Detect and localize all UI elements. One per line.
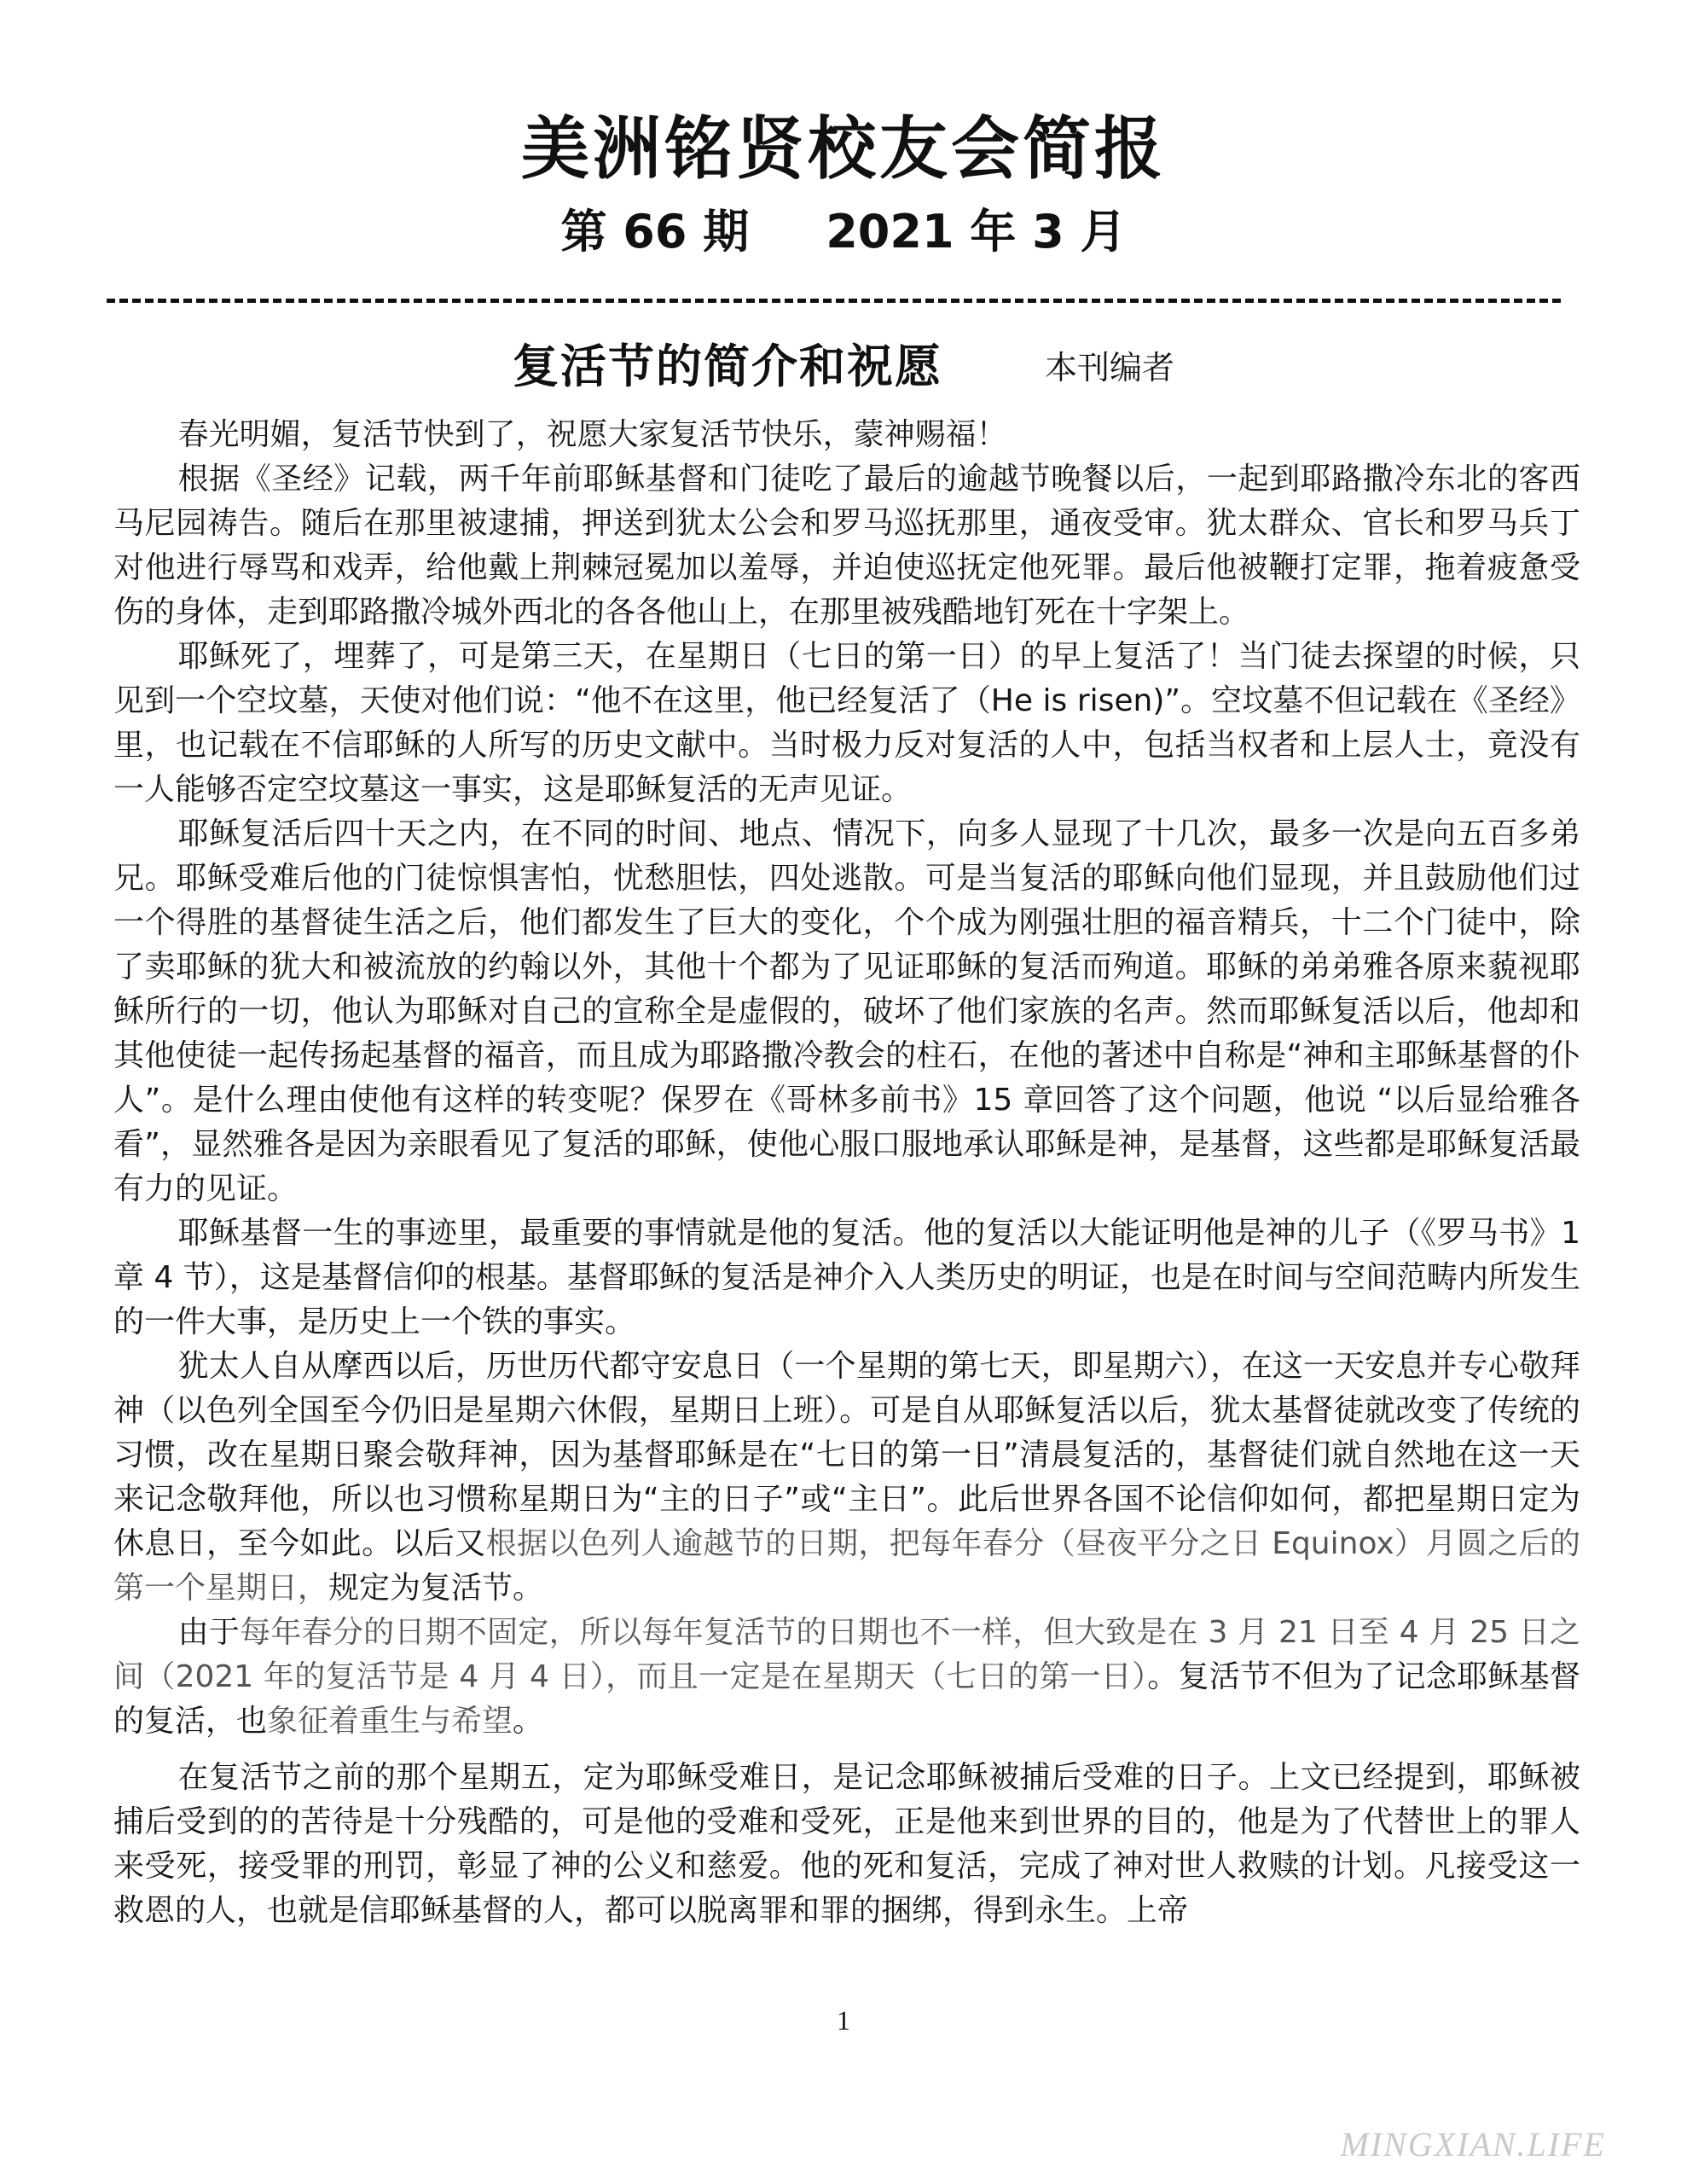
page-number: 1	[837, 2005, 850, 2036]
article-title: 复活节的简介和祝愿	[512, 340, 942, 393]
issue-date: 2021 年 3 月	[826, 205, 1127, 258]
paragraph: 耶稣基督一生的事迹里，最重要的事情就是他的复活。他的复活以大能证明他是神的儿子（《罗马书》1 章 4 节），这是基督信仰的根基。基督耶稣的复活是神介入人类历史的明证，也是在时间与空间范畴内所发生的一件大事，是历史上一个铁的事实。	[113, 1216, 1580, 1339]
issue-number: 第 66 期	[560, 205, 750, 258]
paragraph: 在复活节之前的那个星期五，定为耶稣受难日，是记念耶稣被捕后受难的日子。上文已经提到，耶稣被捕后受到的的苦待是十分残酷的，可是他的受难和受死，正是他来到世界的目的，他是为了代替世上的罪人来受死，接受罪的刑罚，彰显了神的公义和慈爱。他的死和复活，完成了神对世人救赎的计划。凡接受这一救恩的人，也就是信耶稣基督的人，都可以脱离罪和罪的捆绑，得到永生。上帝	[113, 1760, 1580, 1928]
paragraph-text: 规定为复活节。	[328, 1571, 544, 1606]
paragraph-text: 。复活节不但为了记念耶稣基督的复活，也	[113, 1659, 1580, 1739]
site-watermark: MINGXIAN.LIFE	[1340, 2125, 1606, 2164]
article-header	[0, 333, 1687, 412]
paragraph-text-muted: 象征着重生与希望	[267, 1704, 513, 1739]
issue-line	[0, 198, 1687, 266]
article-body	[113, 413, 1580, 1933]
paragraph-text-muted: 根据以色列人逾越节的日期，把每年春分（昼夜平分之日 Equinox）月圆之后的第一个星期日，	[113, 1526, 1580, 1606]
paragraph: 根据《圣经》记载，两千年前耶稣基督和门徒吃了最后的逾越节晚餐以后，一起到耶路撒冷东北的客西马尼园祷告。随后在那里被逮捕，押送到犹太公会和罗马巡抚那里，通夜受审。犹太群众、官长和罗马兵丁对他进行辱骂和戏弄，给他戴上荆棘冠冕加以羞辱，并迫使巡抚定他死罪。最后他被鞭打定罪，拖着疲惫受伤的身体，走到耶路撒冷城外西北的各各他山上，在那里被残酷地钉死在十字架上。	[113, 462, 1580, 630]
paragraph	[113, 1345, 1580, 1611]
article-byline: 本刊编者	[1044, 349, 1174, 386]
newsletter-title: 美洲铭贤校友会简报	[521, 109, 1166, 189]
paragraph-text: 。	[513, 1704, 544, 1739]
paragraph-text: 由于	[177, 1615, 241, 1650]
paragraph: 春光明媚，复活节快到了，祝愿大家复活节快乐，蒙神赐福！	[177, 417, 1007, 452]
paragraph-text-muted: 每年春分的日期不固定，所以每年复活节的日期也不一样，但大致是在 3 月 21 日至 4 月 25 日之间（2021 年的复活节是 4 月 4 日），而且一定是在星期天（七日的第一日）	[113, 1615, 1580, 1694]
paragraph-text: 犹太人自从摩西以后，历世历代都守安息日（一个星期的第七天，即星期六），在这一天安息并专心敬拜神（以色列全国至今仍旧是星期六休假，星期日上班）。可是自从耶稣复活以后，犹太基督徒就改变了传统的习惯，改在星期日聚会敬拜神，因为基督耶稣是在“七日的第一日”清晨复活的，基督徒们就自然地在这一天来记念敬拜他，所以也习惯称星期日为“主的日子”或“主日”。此后世界各国不论信仰如何，都把星期日定为休息日，至今如此。以后又	[113, 1349, 1580, 1561]
paragraph	[113, 1611, 1580, 1744]
paragraph: 耶稣复活后四十天之内，在不同的时间、地点、情况下，向多人显现了十几次，最多一次是向五百多弟兄。耶稣受难后他的门徒惊惧害怕，忧愁胆怯，四处逃散。可是当复活的耶稣向他们显现，并且鼓励他们过一个得胜的基督徒生活之后，他们都发生了巨大的变化，个个成为刚强壮胆的福音精兵，十二个门徒中，除了卖耶稣的犹大和被流放的约翰以外，其他十个都为了见证耶稣的复活而殉道。耶稣的弟弟雅各原来藐视耶稣所行的一切，他认为耶稣对自己的宣称全是虚假的，破坏了他们家族的名声。然而耶稣复活以后，他却和其他使徒一起传扬起基督的福音，而且成为耶路撒冷教会的柱石，在他的著述中自称是“神和主耶稣基督的仆人”。是什么理由使他有这样的转变呢？保罗在《哥林多前书》15 章回答了这个问题，他说 “以后显给雅各看”，显然雅各是因为亲眼看见了复活的耶稣，使他心服口服地承认耶稣是神，是基督，这些都是耶稣复活最有力的见证。	[113, 816, 1580, 1206]
paragraph: 耶稣死了，埋葬了，可是第三天，在星期日（七日的第一日）的早上复活了！当门徒去探望的时候，只见到一个空坟墓，天使对他们说：“他不在这里，他已经复活了（He is risen)”。空坟墓不但记载在《圣经》里，也记载在不信耶稣的人所写的历史文献中。当时极力反对复活的人中，包括当权者和上层人士，竟没有一人能够否定空坟墓这一事实，这是耶稣复活的无声见证。	[113, 639, 1580, 807]
dashed-divider	[107, 299, 1561, 303]
